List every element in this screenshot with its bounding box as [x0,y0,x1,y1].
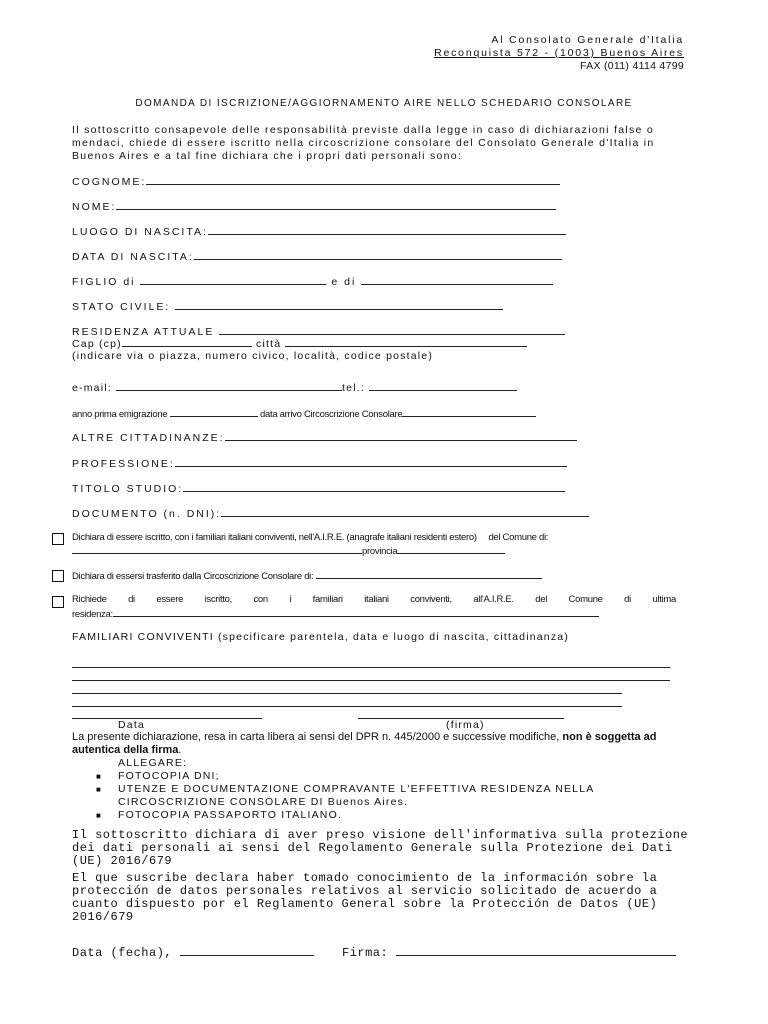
checkbox-richiede-iscrizione[interactable] [52,596,64,608]
data-fecha-label: Data (fecha), [72,946,173,960]
consulate-name: Al Consolato Generale d'Italia [491,34,684,46]
data-signature-line[interactable] [72,718,262,719]
field-luogo-nascita [72,225,566,238]
field-titolo-studio [72,482,565,495]
dichiarazione-bold: non è soggetta ad autentica della firma [72,731,657,756]
residenza-label: RESIDENZA ATTUALE [72,326,215,338]
citta-input-line[interactable] [285,337,527,347]
luogo-nascita-input-line[interactable] [208,225,566,235]
option-aire-iscritto [72,532,676,544]
field-professione [72,457,567,470]
firma-caption: (firma) [446,719,485,731]
dichiarazione-text: La presente dichiarazione, resa in carta libera ai sensi del DPR n. 445/2000 e successive modifiche, [72,731,563,743]
documento-label: DOCUMENTO (n. DNI): [72,508,222,520]
circoscrizione-input-line[interactable] [316,569,542,579]
checkbox-trasferito[interactable] [52,570,64,582]
stato-civile-input-line[interactable] [175,300,503,310]
residenza-input-line[interactable] [219,325,565,335]
bullet-icon: ■ [96,811,101,820]
field-email-tel [72,381,517,394]
field-altre-cittadinanze [72,431,577,444]
cap-label: Cap (cp) [72,338,122,350]
field-cognome [72,175,560,188]
option3-text: Richiede di essere iscritto, con i familiari italiani conviventi, all'A.I.R.E. del Comune di ultima [72,594,676,605]
familiari-heading: FAMILIARI CONVIVENTI (specificare parentela, data e luogo di nascita, cittadinanza) [72,631,570,643]
field-stato-civile [72,300,503,313]
option1-second-line [72,544,505,557]
provincia-label: provincia [362,546,398,557]
madre-input-line[interactable] [361,275,553,285]
form-title: DOMANDA DI ISCRIZIONE/AGGIORNAMENTO AIRE NELLO SCHEDARIO CONSOLARE [135,98,633,109]
familiari-line-3[interactable] [72,693,622,694]
intro-paragraph: Il sottoscritto consapevole delle responsabilità previste dalla legge in caso di dichiarazioni false o mendaci, chiede di essere iscritto nella circoscrizione consolare del Consolato Generale d'Italia in Buenos Aires e a tal fine dichiara che i propri dati personali sono: [72,124,655,162]
allegare-item-1: FOTOCOPIA DNI; [118,770,220,782]
consulate-fax: FAX (011) 4114 4799 [580,60,684,72]
titolo-studio-input-line[interactable] [183,482,565,492]
allegare-label: ALLEGARE: [118,757,188,769]
field-figlio [72,275,553,288]
email-label: e-mail: [72,382,112,394]
data-arrivo-input-line[interactable] [402,407,536,417]
tel-label: tel.: [342,382,365,394]
consulate-address: Reconquista 572 - (1003) Buenos Aires [434,47,684,59]
option3-second-line [72,607,599,620]
field-emigrazione [72,407,536,420]
footer-firma [342,944,676,960]
firma-input-line[interactable] [396,944,676,956]
privacy-spanish: El que suscribe declara haber tomado conocimiento de la información sobre la protección de datos personales relativos al servicio solicitado de acuerdo a cuanto dispuesto por el Reglamento General sobre la Protección de Datos (UE) 2016/679 [72,871,658,924]
altre-cittadinanze-label: ALTRE CITTADINANZE: [72,432,225,444]
titolo-studio-label: TITOLO STUDIO: [72,483,184,495]
option-trasferito [72,569,542,582]
comune-ultima-residenza-input-line[interactable] [113,607,599,617]
residenza-note: (indicare via o piazza, numero civico, località, codice postale) [72,350,434,362]
comune-input-line[interactable] [72,544,362,554]
data-nascita-label: DATA DI NASCITA: [72,251,194,263]
nome-label: NOME: [72,201,117,213]
firma-label: Firma: [342,946,389,960]
data-caption: Data [118,719,145,731]
option2-text: Dichiara di essersi trasferito dalla Circoscrizione Consolare di: [72,571,314,582]
bullet-icon: ■ [96,785,101,794]
figlio-label: FIGLIO di [72,276,136,288]
familiari-line-2[interactable] [72,680,670,681]
option1-text: Dichiara di essere iscritto, con i familiari italiani conviventi, nell'A.I.R.E. (anagrafe italiani residenti estero) [72,532,477,543]
option3-residenza-label: residenza: [72,609,113,620]
cognome-label: COGNOME: [72,176,147,188]
field-nome [72,200,556,213]
dichiarazione-paragraph [72,731,692,757]
allegare-item-2: UTENZE E DOCUMENTAZIONE COMPRAVANTE L'EFFETTIVA RESIDENZA NELLA [118,783,595,795]
nome-input-line[interactable] [116,200,556,210]
email-input-line[interactable] [116,381,342,391]
stato-civile-label: STATO CIVILE: [72,301,171,313]
field-data-nascita [72,250,562,263]
data-fecha-input-line[interactable] [180,944,314,956]
tel-input-line[interactable] [369,381,517,391]
documento-input-line[interactable] [221,507,589,517]
privacy-italian: Il sottoscritto dichiara di aver preso visione dell'informativa sulla protezione dei dati personali ai sensi del Regolamento Generale sulla Protezione dei Dati (UE) 2016/679 [72,828,689,868]
familiari-line-4[interactable] [72,706,622,707]
altre-cittadinanze-input-line[interactable] [225,431,577,441]
anno-emigrazione-input-line[interactable] [170,407,258,417]
footer-data [72,944,314,960]
option1-comune-label: del Comune di: [488,532,549,543]
bullet-icon: ■ [96,772,101,781]
professione-label: PROFESSIONE: [72,458,175,470]
allegare-item-2-cont: CIRCOSCRIZIONE CONSOLARE DI Buenos Aires. [118,796,409,808]
padre-input-line[interactable] [140,275,326,285]
checkbox-aire-iscritto[interactable] [52,533,64,545]
professione-input-line[interactable] [175,457,567,467]
dichiarazione-end: . [178,744,182,756]
data-arrivo-label: data arrivo Circoscrizione Consolare [260,409,403,420]
data-nascita-input-line[interactable] [194,250,562,260]
provincia-input-line[interactable] [397,544,505,554]
cognome-input-line[interactable] [146,175,560,185]
familiari-line-1[interactable] [72,667,670,668]
citta-label: città [256,338,282,350]
luogo-nascita-label: LUOGO DI NASCITA: [72,226,208,238]
field-cap-citta [72,337,527,350]
field-documento [72,507,589,520]
cap-input-line[interactable] [122,337,252,347]
allegare-item-3: FOTOCOPIA PASSAPORTO ITALIANO. [118,809,343,821]
anno-emigrazione-label: anno prima emigrazione [72,409,168,420]
e-di-label: e di [331,276,357,288]
